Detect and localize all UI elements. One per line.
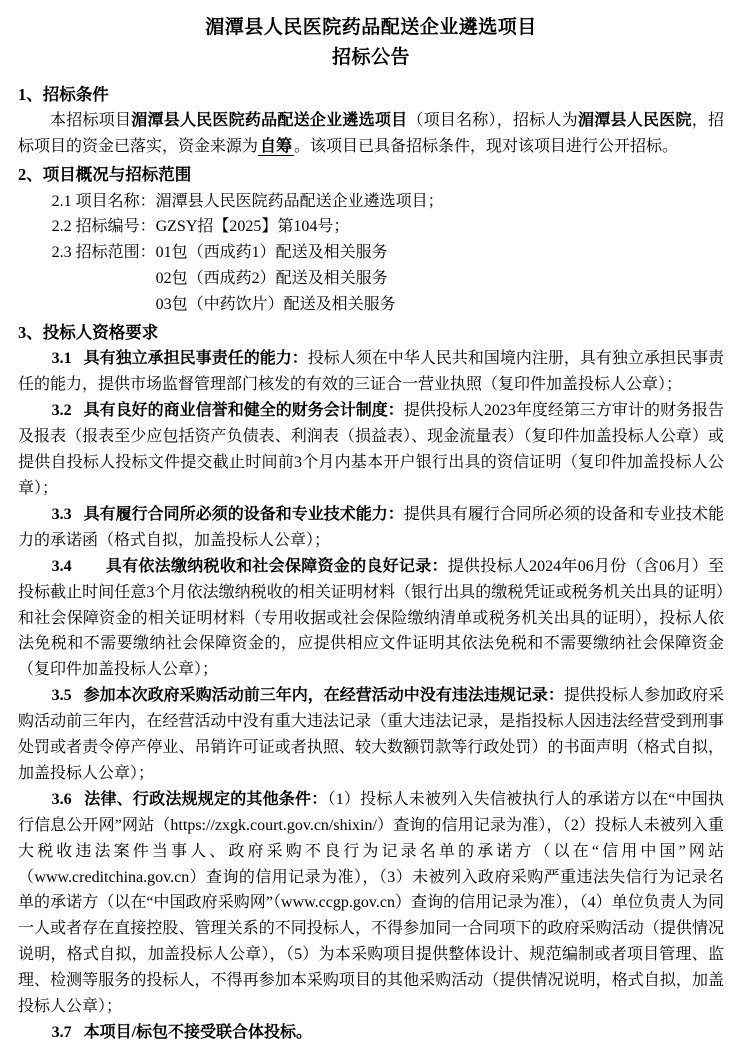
clause-3-1-lead: 具有独立承担民事责任的能力： xyxy=(83,350,308,368)
section-1-paragraph xyxy=(18,108,724,160)
clause-3-6-text: （1）投标人未被列入失信被执行人的承诺方以在“中国执行信息公开网”网站（https://zxgk.court.gov.cn/shixin/）查询的信用记录为准），（2）投标人未被列入重大税收违法案件当事人、政府采购不良行为记录名单的承诺方（以在“信用中国”网站（www.creditchina.gov.cn）查询的信用记录为准），（3）未被列入政府采购严重违法失信行为记录名单的承诺方（以在“中国政府采购网”（www.ccgp.gov.cn）查询的信用记录为准），（4）单位负责人为同一人或者存在直接控股、管理关系的不同投标人，不得参加同一合同项下的政府采购活动（提供情况说明，格式自拟，加盖投标人公章），（5）为本采购项目提供整体设计、规范编制或者项目管理、监理、检测等服务的投标人，不得再参加本采购项目的其他采购活动（提供情况说明，格式自拟，加盖投标人公章）； xyxy=(18,790,724,1016)
s1-text-c: （项目名称），招标人为 xyxy=(407,112,579,130)
s1-fund-source: 自筹 xyxy=(260,138,293,156)
clause-3-3 xyxy=(18,502,724,554)
clause-2-3-package-02: 02包（西成药2）配送及相关服务 xyxy=(155,270,388,288)
clause-3-7-number: 3.7 xyxy=(51,1024,72,1042)
clause-3-4-text: 提供投标人2024年06月份（含06月）至投标截止时间任意3个月依法缴纳税收的相关证明材料（银行出具的缴税凭证或税务机关出具的证明）和社会保障资金的相关证明材料（专用收据或社会保险缴纳清单或税务机关出具的证明），投标人依法免税和不需要缴纳社会保障资金的，应提供相应文件证明其依法免税和不需要缴纳社会保障资金（复印件加盖投标人公章）； xyxy=(18,557,724,679)
clause-3-2-text: 提供投标人2023年度经第三方审计的财务报告及报表（报表至少应包括资产负债表、利润表（损益表）、现金流量表）（复印件加盖投标人公章）或提供自投标人投标文件提交截止时间前3个月内基本开户银行出具的资信证明（复印件加盖投标人公章）； xyxy=(18,402,724,497)
clause-3-5 xyxy=(18,683,724,787)
section-heading-3: 3、投标人资格要求 xyxy=(18,323,159,343)
page-subtitle: 招标公告 xyxy=(331,46,410,68)
section-heading-1: 1、招标条件 xyxy=(18,84,109,104)
title-block xyxy=(18,14,724,72)
s1-tenderer-name: 湄潭县人民医院 xyxy=(578,112,692,130)
clause-3-1-text: 投标人须在中华人民共和国境内注册，具有独立承担民事责任的能力，提供市场监督管理部门核发的有效的三证合一营业执照（复印件加盖投标人公章）； xyxy=(18,350,724,394)
clause-3-3-text: 提供具有履行合同所必须的设备和专业技术能力的承诺函（格式自拟，加盖投标人公章）； xyxy=(18,505,724,549)
clause-3-5-number: 3.5 xyxy=(51,687,72,705)
clause-3-2-number: 3.2 xyxy=(51,402,72,420)
clause-3-7-lead: 本项目/标包不接受联合体投标。 xyxy=(83,1024,313,1042)
clause-2-2: 2.2 招标编号：GZSY招【2025】第104号； xyxy=(51,218,350,236)
clause-3-6-lead: 法律、行政法规规定的其他条件： xyxy=(84,790,328,808)
clause-3-3-number: 3.3 xyxy=(51,505,72,523)
clause-2-3: 2.3 招标范围：01包（西成药1）配送及相关服务 xyxy=(51,244,388,262)
s1-text-a: 本招标项目 xyxy=(50,112,132,130)
clause-3-3-lead: 具有履行合同所必须的设备和专业技术能力： xyxy=(83,505,404,523)
clause-3-4 xyxy=(18,554,724,684)
clause-3-2-lead: 具有良好的商业信誉和健全的财务会计制度： xyxy=(83,402,404,420)
s1-text-g: 。该项目已具备招标条件，现对该项目进行公开招标。 xyxy=(294,138,679,156)
s1-text-e: ，招标项目的资金已落实，资金来源为 xyxy=(18,112,724,156)
s1-project-name: 湄潭县人民医院药品配送企业遴选项目 xyxy=(131,112,408,130)
clause-3-6-number: 3.6 xyxy=(51,790,72,808)
clause-2-3-package-03: 03包（中药饮片）配送及相关服务 xyxy=(155,296,396,314)
clause-3-2 xyxy=(18,398,724,502)
clause-2-1: 2.1 项目名称：湄潭县人民医院药品配送企业遴选项目； xyxy=(51,192,444,210)
clause-3-6 xyxy=(18,787,724,1020)
clause-3-1-number: 3.1 xyxy=(51,350,72,368)
clause-3-5-lead: 参加本次政府采购活动前三年内，在经营活动中没有违法违规记录： xyxy=(83,687,564,705)
section-heading-2: 2、项目概况与招标范围 xyxy=(18,165,192,185)
clause-3-5-text: 提供投标人参加政府采购活动前三年内，在经营活动中没有重大违法记录（重大违法记录，是指投标人因违法经营受到刑事处罚或者责令停产停业、吊销许可证或者执照、较大数额罚款等行政处罚）的书面声明（格式自拟，加盖投标人公章）； xyxy=(18,687,724,782)
clause-3-4-lead: 具有依法缴纳税收和社会保障资金的良好记录： xyxy=(105,557,448,575)
page-title: 湄潭县人民医院药品配送企业遴选项目 xyxy=(205,17,537,38)
clause-3-4-number: 3.4 xyxy=(51,557,72,575)
clause-3-1 xyxy=(18,346,724,398)
